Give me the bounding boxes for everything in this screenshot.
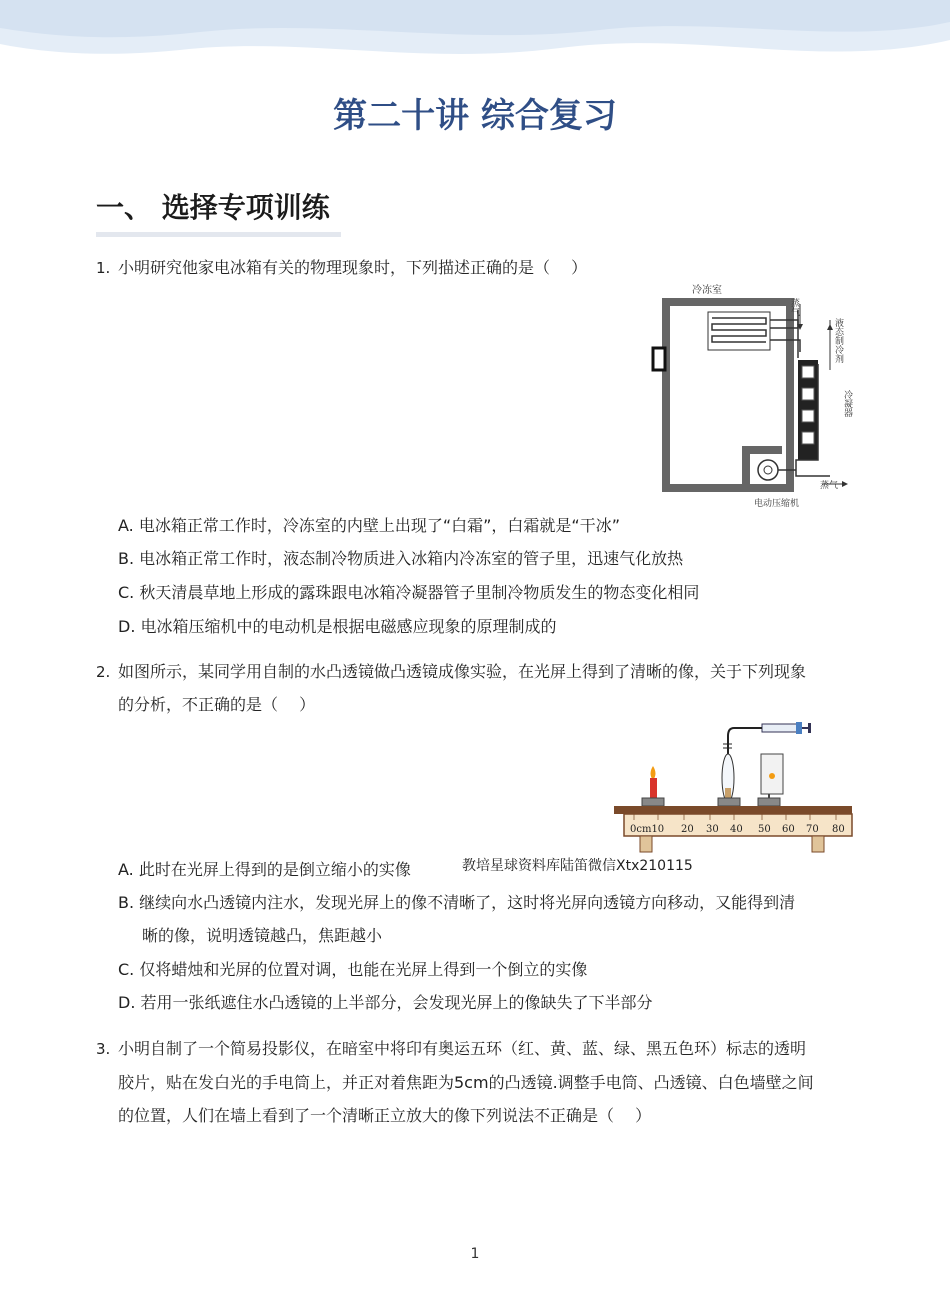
ruler-label-40: 40 [730,824,743,835]
ruler-label-60: 60 [782,824,795,835]
compressor-label: 电动压缩机 [754,499,800,509]
option-a: A. 电冰箱正常工作时，冷冻室的内壁上出现了“白霜”，白霜就是“干冰” [118,516,620,535]
ruler-label-70: 70 [806,824,819,835]
ruler-label-30: 30 [706,824,719,835]
option-b-continued: 晰的像，说明透镜越凸，焦距越小 [142,926,383,945]
option-a: A. 此时在光屏上得到的是倒立缩小的实像 [118,860,411,879]
section-heading: 一、 选择专项训练 [96,191,330,224]
ruler-label-0: 0cm10 [630,824,665,835]
question-number: 1. [96,259,111,277]
ruler-label-80: 80 [832,824,845,835]
option-b: B. 继续向水凸透镜内注水，发现光屏上的像不清晰了，这时将光屏向透镜方向移动，又能得到清 [118,893,796,912]
refrigerator-figure [650,280,860,512]
lens-experiment-figure [610,718,856,856]
question-stem-line-1: 如图所示，某同学用自制的水凸透镜做凸透镜成像实验，在光屏上得到了清晰的像，关于下列现象 [118,662,807,681]
liquid-refrigerant-label: 液态制冷剂 [833,318,843,363]
ruler-label-50: 50 [758,824,771,835]
freezer-label: 冷冻室 [692,285,722,296]
option-b: B. 电冰箱正常工作时，液态制冷物质进入冰箱内冷冻室的管子里，迅速气化放热 [118,549,684,568]
ruler-label-20: 20 [681,824,694,835]
question-stem-line-2: 胶片，贴在发白光的手电筒上，并正对着焦距为5cm的凸透镜.调整手电筒、凸透镜、白色墙壁之间 [118,1073,814,1092]
condenser-label: 冷凝器 [842,390,852,417]
question-stem: 小明研究他家电冰箱有关的物理现象时，下列描述正确的是（ ） [118,258,588,277]
vapor-bottom-label: 蒸气 [820,481,839,491]
question-number: 2. [96,663,111,681]
option-d: D. 电冰箱压缩机中的电动机是根据电磁感应现象的原理制成的 [118,617,557,636]
page-title: 第二十讲 综合复习 [333,96,617,136]
question-stem-line-3: 的位置，人们在墙上看到了一个清晰正立放大的像下列说法不正确是（ ） [118,1106,652,1125]
header-wave-decoration [0,0,950,70]
question-stem-line-2: 的分析，不正确的是（ ） [118,695,316,714]
question-number: 3. [96,1040,111,1058]
question-stem-line-1: 小明自制了一个简易投影仪，在暗室中将印有奥运五环（红、黄、蓝、绿、黑五色环）标志的透明 [118,1039,807,1058]
watermark-text: 教培星球资料库陆笛微信Xtx210115 [462,858,693,874]
option-d: D. 若用一张纸遮住水凸透镜的上半部分，会发现光屏上的像缺失了下半部分 [118,993,653,1012]
section-underline [96,232,341,237]
page-number: 1 [470,1246,480,1262]
vapor-top-label: 蒸气 [789,298,799,316]
option-c: C. 秋天清晨草地上形成的露珠跟电冰箱冷凝器管子里制冷物质发生的物态变化相同 [118,583,700,602]
option-c: C. 仅将蜡烛和光屏的位置对调，也能在光屏上得到一个倒立的实像 [118,960,588,979]
